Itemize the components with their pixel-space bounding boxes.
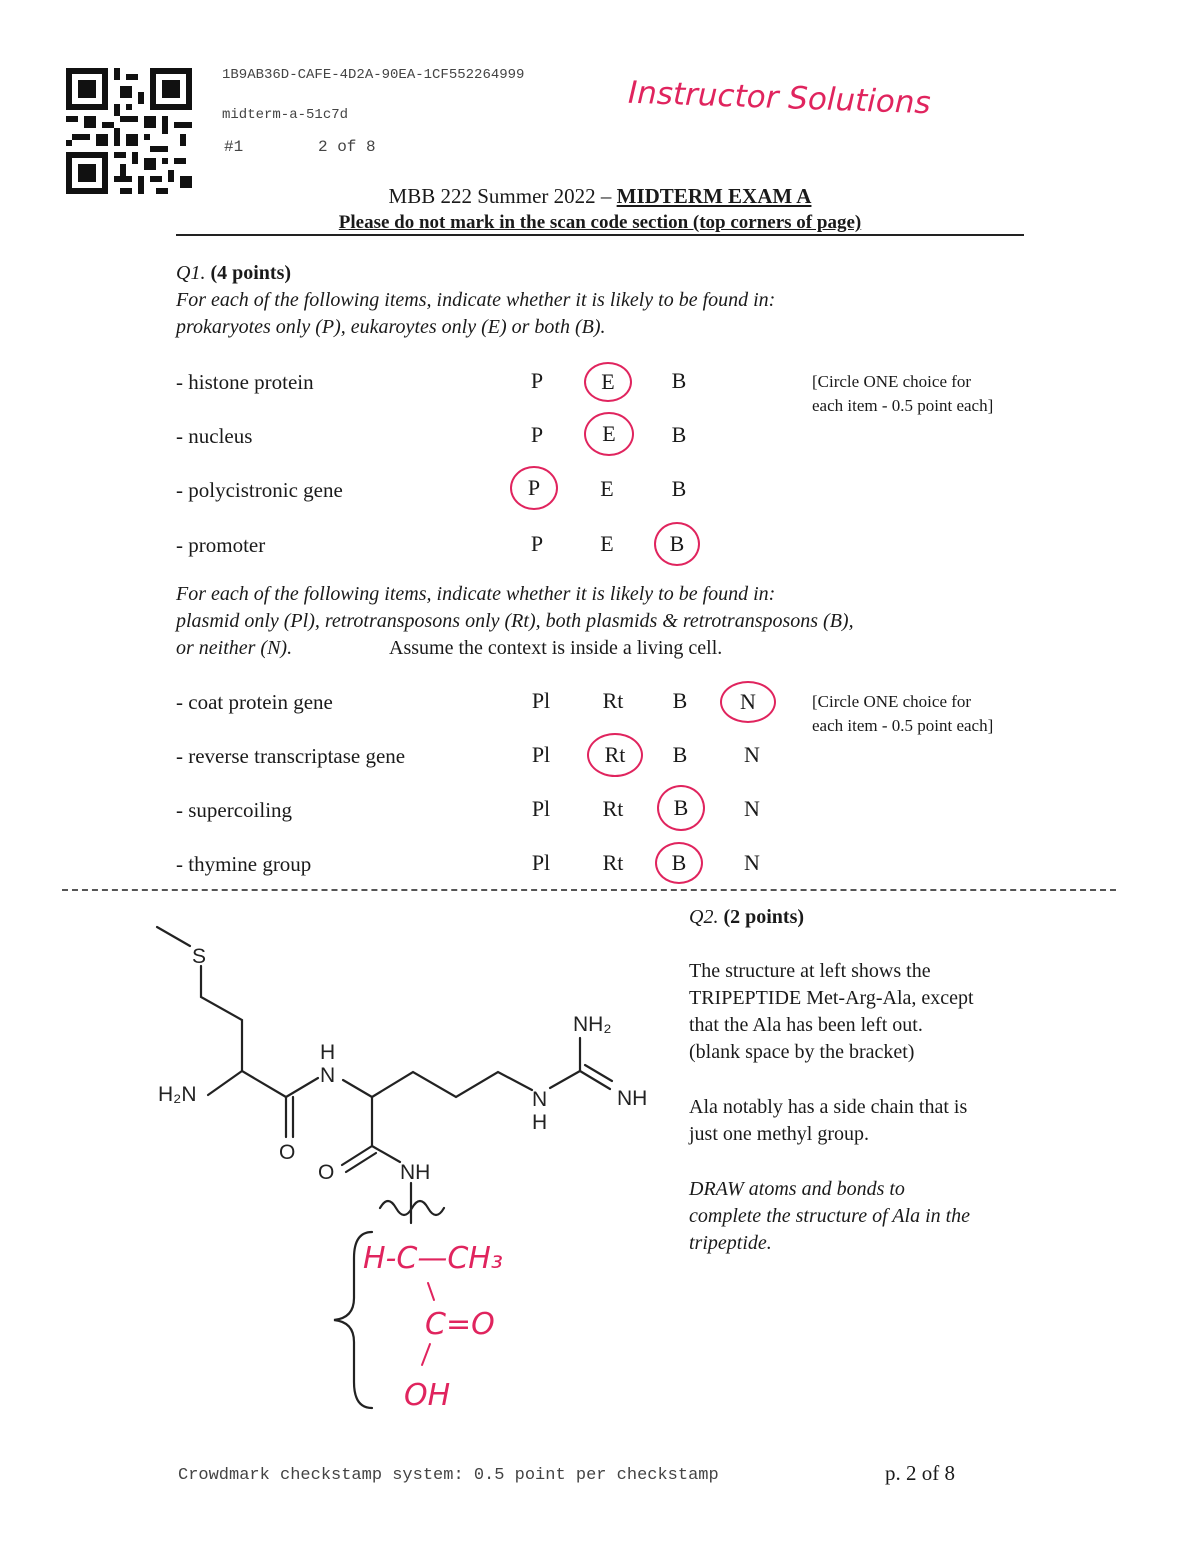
q1-part2-prompt-line-2: plasmid only (Pl), retrotransposons only (Rt), both plasmids & retrotransposons (B), bbox=[176, 610, 854, 632]
guanidino-nh-label: NH bbox=[617, 1087, 648, 1110]
q2-paragraph-1-line: TRIPEPTIDE Met-Arg-Ala, except bbox=[689, 987, 974, 1009]
option-b[interactable]: B bbox=[672, 688, 688, 713]
bond bbox=[550, 1071, 580, 1088]
scan-instruction: Please do not mark in the scan code section (top corners of page) bbox=[338, 212, 862, 233]
bond bbox=[585, 1065, 612, 1081]
item-label: - coat protein gene bbox=[176, 690, 333, 714]
handwritten-bond bbox=[428, 1283, 434, 1300]
handwritten-title: Instructor Solutions bbox=[627, 74, 932, 122]
q2-paragraph-1-line: The structure at left shows the bbox=[689, 960, 931, 982]
guanidino-n-label: N bbox=[532, 1088, 548, 1111]
page-number: p. 2 of 8 bbox=[885, 1461, 955, 1485]
handwritten-answer-row-3: OH bbox=[404, 1378, 451, 1413]
q2-paragraph-1-line: (blank space by the bracket) bbox=[689, 1041, 915, 1063]
option-p[interactable]: P bbox=[530, 422, 544, 447]
q2-paragraph-3-line: complete the structure of Ala in the bbox=[689, 1205, 971, 1227]
q2-paragraph-2-line: just one methyl group. bbox=[689, 1123, 869, 1145]
checkstamp-note: Crowdmark checkstamp system: 0.5 point per checkstamp bbox=[178, 1466, 719, 1485]
option-b[interactable]: B bbox=[671, 422, 687, 447]
amide-h-label: H bbox=[320, 1041, 336, 1064]
option-b[interactable]: B bbox=[671, 368, 687, 393]
option-b-selected[interactable]: B bbox=[655, 842, 703, 884]
q1-part2-prompt-line-3: or neither (N). bbox=[176, 637, 293, 659]
q1-part2-context: Assume the context is inside a living cell. bbox=[389, 637, 723, 659]
q2-label: Q2. bbox=[689, 906, 719, 928]
course-title: MBB 222 Summer 2022 – bbox=[388, 184, 612, 208]
bond bbox=[372, 1072, 532, 1097]
option-rt[interactable]: Rt bbox=[602, 850, 624, 875]
exam-name: MIDTERM EXAM A bbox=[616, 184, 812, 208]
option-b-selected[interactable]: B bbox=[654, 522, 700, 566]
bond bbox=[157, 927, 190, 946]
q2-paragraph-2-line: Ala notably has a side chain that is bbox=[689, 1096, 968, 1118]
handwritten-answer-row-1: H-C—CH₃ bbox=[363, 1241, 503, 1276]
option-pl[interactable]: Pl bbox=[531, 688, 551, 713]
option-e-selected[interactable]: E bbox=[584, 362, 632, 402]
option-n[interactable]: N bbox=[744, 850, 760, 875]
option-p[interactable]: P bbox=[530, 531, 544, 556]
option-rt-selected[interactable]: Rt bbox=[587, 733, 643, 777]
q2-paragraph-3-line: tripeptide. bbox=[689, 1232, 772, 1254]
exam-code: midterm-a-51c7d bbox=[222, 107, 349, 123]
q2-points: (2 points) bbox=[723, 906, 805, 928]
bond bbox=[342, 1146, 372, 1165]
bond bbox=[201, 966, 286, 1097]
handwritten-answer-row-2: C=O bbox=[425, 1307, 495, 1342]
option-n-selected[interactable]: N bbox=[720, 681, 776, 723]
q1-scoring-note-line-2: each item - 0.5 point each] bbox=[812, 396, 994, 415]
item-label: - thymine group bbox=[176, 852, 312, 876]
option-rt[interactable]: Rt bbox=[602, 796, 624, 821]
item-label: - supercoiling bbox=[176, 798, 293, 822]
option-b[interactable]: B bbox=[671, 476, 687, 501]
option-e[interactable]: E bbox=[600, 476, 614, 501]
ala-amide-nh-label: NH bbox=[400, 1161, 431, 1184]
option-pl[interactable]: Pl bbox=[531, 742, 551, 767]
q1-part2-scoring-note-line-1: [Circle ONE choice for bbox=[812, 692, 972, 711]
item-label: - nucleus bbox=[176, 424, 253, 448]
bond bbox=[208, 1071, 242, 1095]
carbonyl-oxygen-label: O bbox=[279, 1141, 296, 1164]
option-pl[interactable]: Pl bbox=[531, 850, 551, 875]
bond bbox=[346, 1153, 376, 1172]
bond bbox=[343, 1080, 372, 1097]
guanidino-nh2-label: NH₂ bbox=[573, 1013, 612, 1036]
option-rt[interactable]: Rt bbox=[602, 688, 624, 713]
item-label: - histone protein bbox=[176, 370, 314, 394]
option-n[interactable]: N bbox=[744, 742, 760, 767]
option-n[interactable]: N bbox=[744, 796, 760, 821]
item-label: - reverse transcriptase gene bbox=[176, 744, 406, 768]
item-label: - polycistronic gene bbox=[176, 478, 343, 502]
option-b-selected[interactable]: B bbox=[657, 785, 705, 831]
option-pl[interactable]: Pl bbox=[531, 796, 551, 821]
q1-prompt-line-2: prokaryotes only (P), eukaroytes only (E) or both (B). bbox=[176, 316, 606, 338]
scan-id: 1B9AB36D-CAFE-4D2A-90EA-1CF552264999 bbox=[222, 67, 525, 83]
q2-paragraph-1-line: that the Ala has been left out. bbox=[689, 1014, 923, 1036]
q1-part2-prompt-line-1: For each of the following items, indicate whether it is likely to be found in: bbox=[176, 583, 776, 605]
option-p-selected[interactable]: P bbox=[510, 466, 558, 510]
guanidino-h-label: H bbox=[532, 1111, 548, 1134]
q1-label: Q1. bbox=[176, 262, 206, 284]
q1-scoring-note-line-1: [Circle ONE choice for bbox=[812, 372, 972, 391]
amine-label: H₂N bbox=[158, 1083, 197, 1106]
item-label: - promoter bbox=[176, 533, 266, 557]
sulfur-label: S bbox=[192, 945, 207, 968]
sheet-number: #1 bbox=[224, 138, 244, 156]
q1-part2-scoring-note-line-2: each item - 0.5 point each] bbox=[812, 716, 994, 735]
q1-points: (4 points) bbox=[210, 262, 292, 284]
q2-paragraph-3-line: DRAW atoms and bonds to bbox=[689, 1178, 905, 1200]
option-e[interactable]: E bbox=[600, 531, 614, 556]
bond bbox=[286, 1078, 318, 1097]
option-b[interactable]: B bbox=[672, 742, 688, 767]
page-of: 2 of 8 bbox=[318, 138, 376, 156]
carbonyl-oxygen-label: O bbox=[318, 1161, 335, 1184]
bond bbox=[580, 1071, 610, 1089]
q1-prompt-line-1: For each of the following items, indicate whether it is likely to be found in: bbox=[176, 289, 776, 311]
option-p[interactable]: P bbox=[530, 368, 544, 393]
handwritten-bond bbox=[422, 1344, 430, 1365]
amide-n-label: N bbox=[320, 1064, 336, 1087]
option-e-selected[interactable]: E bbox=[584, 412, 634, 456]
